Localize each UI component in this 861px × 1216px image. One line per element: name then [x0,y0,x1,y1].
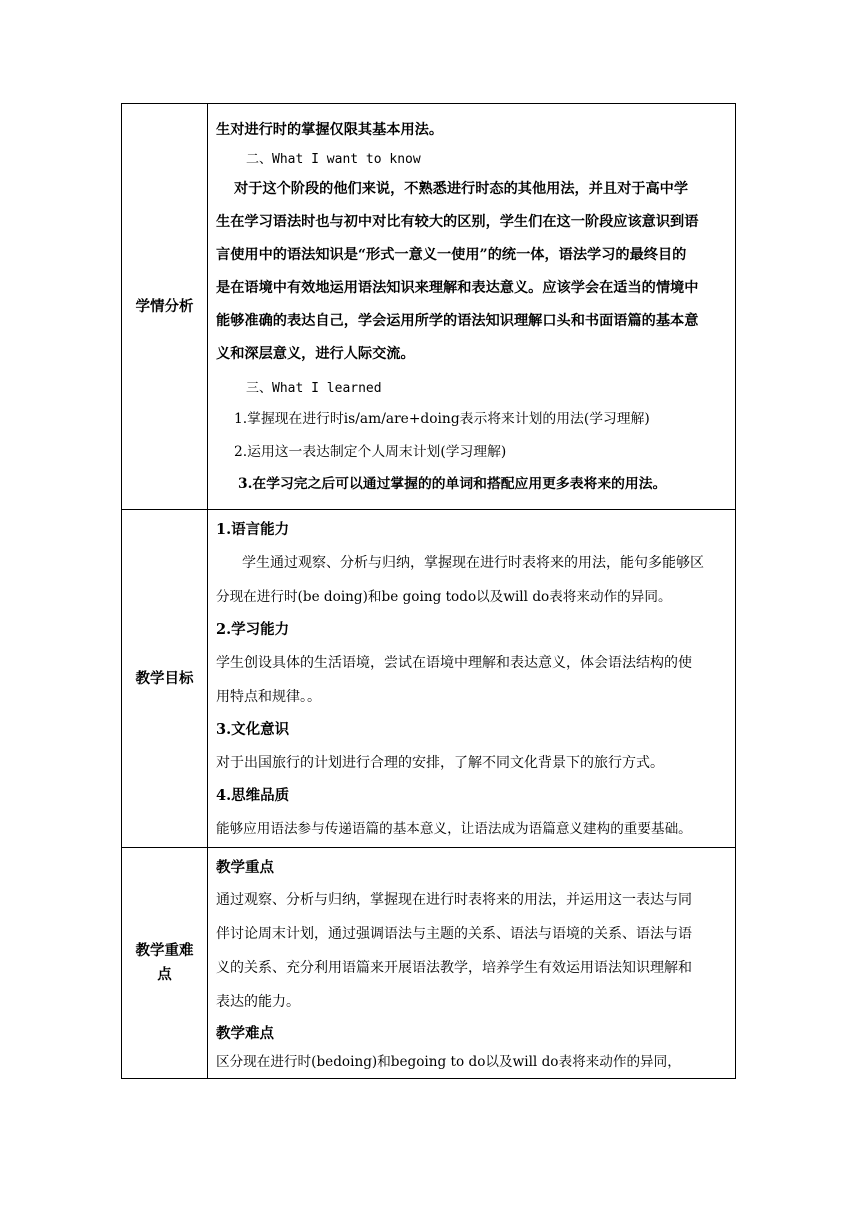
text-line: 能够准确的表达自己，学会运用所学的语法知识理解口头和书面语篇的基本意 [216,312,699,329]
text-line: 伴讨论周末计划，通过强调语法与主题的关系、语法与语境的关系、语法与语 [216,926,692,942]
row-label: 学情分析 [135,297,194,315]
text-line: 用特点和规律。。 [216,688,321,705]
row-label [122,939,207,987]
text-line: 能够应用语法参与传递语篇的基本意义，让语法成为语篇意义建构的重要基础。 [216,820,692,837]
lesson-plan-table [121,103,736,1079]
row-content-cell [208,848,736,1079]
row-content-cell [208,510,736,848]
text-line: 对于出国旅行的计划进行合理的安排，了解不同文化背景下的旅行方式。 [216,754,664,771]
row-key-difficult-points [122,848,736,1079]
text-line: 生在学习语法时也与初中对比有较大的区别，学生们在这一阶段应该意识到语 [216,213,699,230]
section-heading: 4.思维品质 [216,786,290,804]
list-item: 3.在学习完之后可以通过掌握的的单词和搭配应用更多表将来的用法。 [238,475,667,492]
subheading: 二、What I want to know [246,151,421,167]
row-label-cell [122,510,208,848]
text-line: 分现在进行时(be doing)和be going todo以及will do表将来动作的异同。 [216,588,672,605]
row-label-line: 教学重难 [135,942,194,959]
row-label-line: 点 [157,966,172,983]
text-line: 学生创设具体的生活语境，尝试在语境中理解和表达意义，体会语法结构的使 [216,654,692,671]
section-heading: 教学重点 [216,859,274,876]
text-line: 对于这个阶段的他们来说，不熟悉进行时态的其他用法，并且对于高中学 [234,180,689,197]
text-line: 义的关系、充分利用语篇来开展语法教学，培养学生有效运用语法知识理解和 [216,960,692,976]
row-learner-analysis [122,104,736,510]
text-line: 表达的能力。 [216,994,300,1010]
row-content-cell [208,104,736,510]
row-label-cell [122,848,208,1079]
row-label: 教学目标 [135,669,194,687]
list-item: 2.运用这一表达制定个人周末计划(学习理解) [234,443,507,460]
section-heading: 3.文化意识 [216,720,290,738]
text-line: 义和深层意义，进行人际交流。 [216,345,415,362]
text-line: 生对进行时的掌握仅限其基本用法。 [216,121,444,138]
section-heading: 教学难点 [216,1025,274,1042]
text-line: 通过观察、分析与归纳，掌握现在进行时表将来的用法，并运用这一表达与同 [216,892,692,908]
text-line: 言使用中的语法知识是“形式一意义一使用”的统一体，语法学习的最终目的 [216,246,687,263]
subheading: 三、What I learned [246,380,382,396]
text-line: 是在语境中有效地运用语法知识来理解和表达意义。应该学会在适当的情境中 [216,279,699,296]
text-line: 区分现在进行时(bedoing)和begoing to do以及will do表将来动作的异同， [216,1054,681,1070]
section-heading: 2.学习能力 [216,620,290,638]
row-teaching-objectives [122,510,736,848]
row-label-cell [122,104,208,510]
list-item: 1.掌握现在进行时is/am/are+doing表示将来计划的用法(学习理解) [234,410,650,427]
section-heading: 1.语言能力 [216,520,290,538]
text-line: 学生通过观察、分析与归纳，掌握现在进行时表将来的用法，能句多能够区 [242,554,704,571]
